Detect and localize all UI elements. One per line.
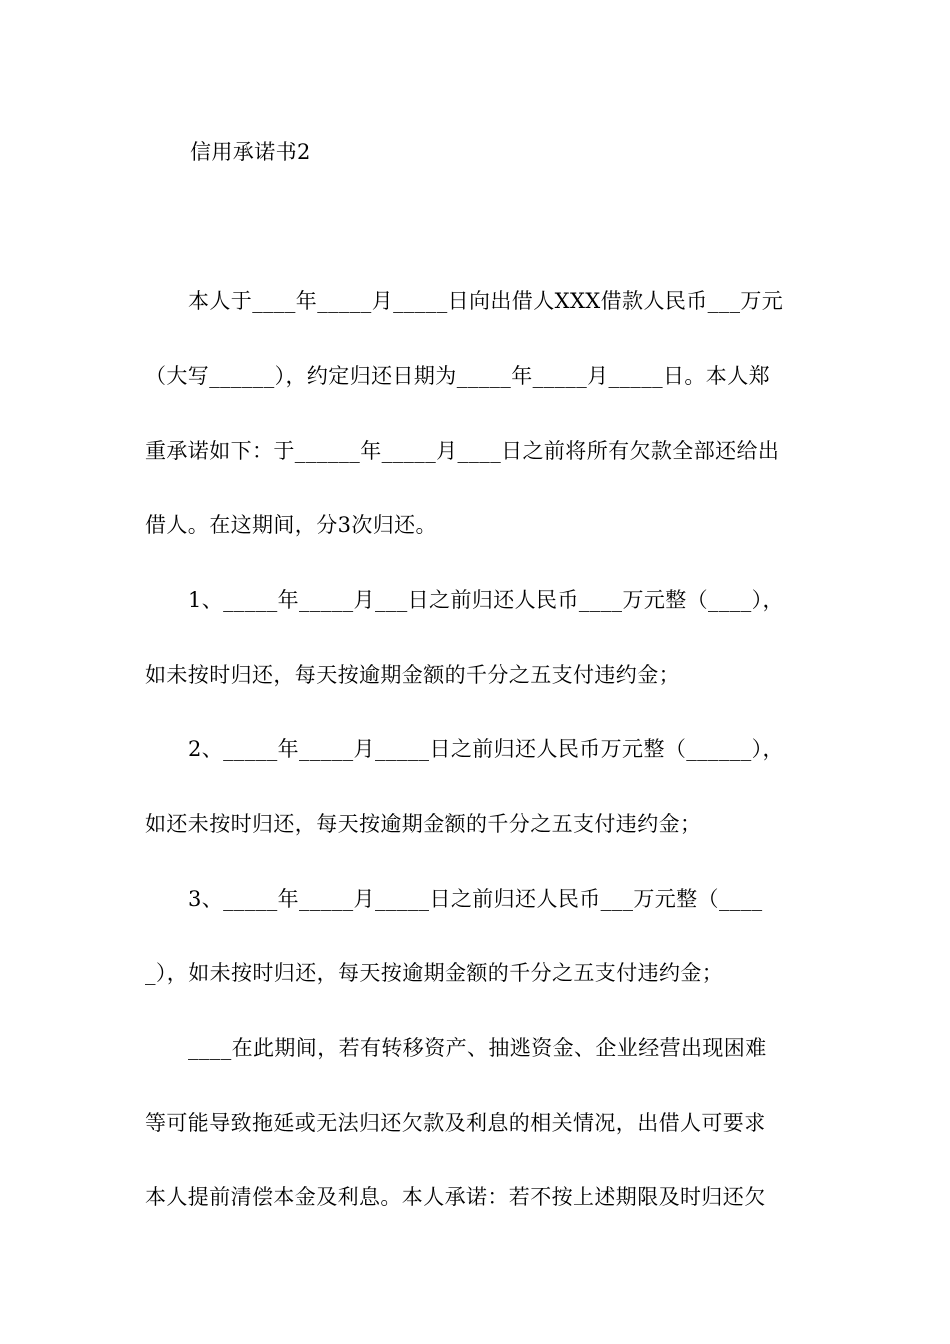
paragraph-1-line-3: 重承诺如下：于______年_____月____日之前将所有欠款全部还给出 <box>145 439 780 463</box>
document-title: 信用承诺书2 <box>190 140 311 164</box>
paragraph-1-line-1: 本人于____年_____月_____日向出借人XXX借款人民币___万元 <box>188 289 784 313</box>
paragraph-5-line-2: 等可能导致拖延或无法归还欠款及利息的相关情况，出借人可要求 <box>145 1111 766 1135</box>
item-1-line-2: 如未按时归还，每天按逾期金额的千分之五支付违约金； <box>145 663 680 687</box>
item-3-line-2: _），如未按时归还，每天按逾期金额的千分之五支付违约金； <box>145 961 724 985</box>
item-1-line-1: 1、_____年_____月___日之前归还人民币____万元整（____）， <box>188 588 784 612</box>
paragraph-5-line-3: 本人提前清偿本金及利息。本人承诺：若不按上述期限及时归还欠 <box>145 1185 766 1209</box>
paragraph-5-line-1: ____在此期间，若有转移资产、抽逃资金、企业经营出现困难 <box>188 1036 767 1060</box>
item-3-line-1: 3、_____年_____月_____日之前归还人民币___万元整（____ <box>188 887 763 911</box>
item-2-line-1: 2、_____年_____月_____日之前归还人民币万元整（______）， <box>188 737 784 761</box>
paragraph-1-line-2: （大写______），约定归还日期为_____年_____月_____日。本人郑 <box>145 364 770 388</box>
item-2-line-2: 如还未按时归还，每天按逾期金额的千分之五支付违约金； <box>145 812 702 836</box>
paragraph-1-line-4: 借人。在这期间，分3次归还。 <box>145 513 437 537</box>
